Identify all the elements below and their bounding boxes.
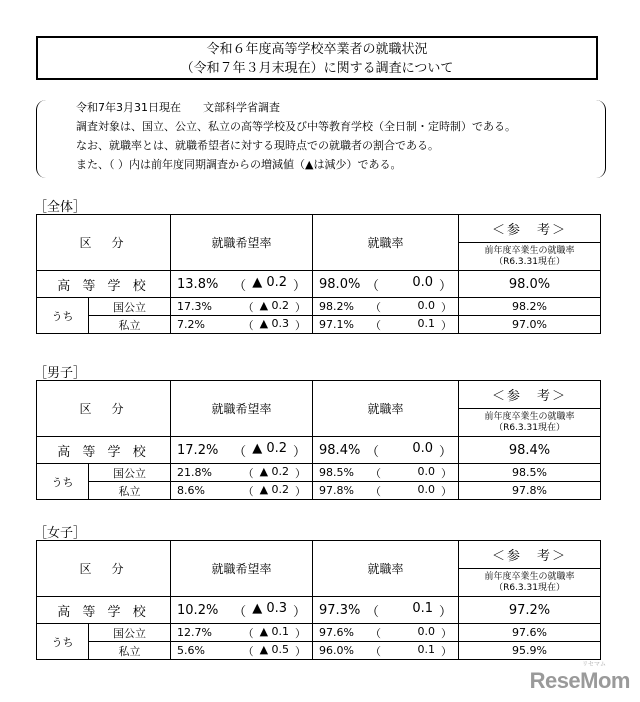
kibou-diff: ▲ 0.2: [259, 298, 290, 312]
kibou-cell: [171, 298, 313, 316]
table-row: [37, 316, 601, 334]
ritsu-value: 96.0%: [319, 644, 354, 657]
table-row: [37, 597, 601, 624]
kibou-cell: [171, 597, 313, 624]
ritsu-value: 97.8%: [319, 484, 354, 497]
ritsu-value: 97.6%: [319, 626, 354, 639]
employment-table: [36, 380, 601, 500]
note-line: また、（ ）内は前年度同期調査からの増減値（▲は減少）である。: [76, 158, 402, 171]
ritsu-cell: [313, 482, 459, 500]
header-ritsu: 就職率: [313, 381, 459, 437]
ritsu-diff: 0.1: [417, 642, 436, 656]
section-label: ［全体］: [34, 200, 87, 215]
kibou-cell: [171, 624, 313, 642]
paren-close: ）: [441, 318, 453, 332]
survey-note: [36, 98, 606, 184]
prev-value: 97.6%: [459, 624, 601, 642]
document-title: [36, 36, 598, 80]
ritsu-diff: 0.0: [412, 274, 433, 290]
kibou-diff: ▲ 0.1: [259, 624, 290, 638]
header-prev: [459, 409, 601, 437]
ritsu-value: 98.0%: [319, 276, 361, 292]
kibou-diff: ▲ 0.5: [259, 642, 290, 656]
table-row: [37, 298, 601, 316]
kibou-value: 10.2%: [177, 602, 219, 618]
note-line: 調査対象は、国立、公立、私立の高等学校及び中等教育学校（全日制・定時制）である。: [76, 120, 516, 133]
row-label-uchi: うち: [37, 624, 89, 660]
paren-open: （: [242, 318, 254, 332]
ritsu-value: 98.4%: [319, 442, 361, 458]
kibou-value: 17.3%: [177, 300, 212, 313]
prev-value: 95.9%: [459, 642, 601, 660]
header-prev: [459, 243, 601, 271]
kibou-value: 13.8%: [177, 276, 219, 292]
header-prev-line2: （R6.3.31現在）: [494, 582, 565, 593]
table-row: [37, 437, 601, 464]
note-line: 令和7年3月31日現在 文部科学省調査: [76, 101, 280, 114]
prev-value: 97.0%: [459, 316, 601, 334]
table-row: [37, 482, 601, 500]
header-kubun: 区 分: [37, 541, 171, 597]
ritsu-cell: [313, 298, 459, 316]
paren-open: （: [233, 444, 247, 460]
header-kubun: 区 分: [37, 381, 171, 437]
paren-open: （: [233, 604, 247, 620]
prev-value: 98.4%: [459, 437, 601, 464]
ritsu-value: 98.5%: [319, 466, 354, 479]
kibou-value: 12.7%: [177, 626, 212, 639]
ritsu-diff: 0.1: [417, 316, 436, 330]
kibou-cell: [171, 316, 313, 334]
kibou-value: 17.2%: [177, 442, 219, 458]
header-kibou: 就職希望率: [171, 215, 313, 271]
prev-value: 98.5%: [459, 464, 601, 482]
ritsu-cell: [313, 624, 459, 642]
table-row: [37, 624, 601, 642]
row-label-shiritsu: 私立: [89, 482, 171, 500]
ritsu-cell: [313, 597, 459, 624]
paren-close: ）: [441, 300, 453, 314]
paren-open: （: [365, 278, 379, 294]
paren-open: （: [370, 626, 382, 640]
kibou-value: 7.2%: [177, 318, 205, 331]
bracket-right: [595, 100, 606, 178]
note-line: なお、就職率とは、就職希望者に対する現時点での就職者の割合である。: [76, 139, 439, 152]
header-ritsu: 就職率: [313, 215, 459, 271]
row-label-school: 高 等 学 校: [37, 271, 171, 298]
ritsu-value: 97.1%: [319, 318, 354, 331]
ritsu-cell: [313, 437, 459, 464]
ritsu-cell: [313, 642, 459, 660]
header-prev-line2: （R6.3.31現在）: [494, 256, 565, 267]
kibou-cell: [171, 271, 313, 298]
header-prev-line1: 前年度卒業生の就職率: [484, 411, 575, 422]
kibou-value: 8.6%: [177, 484, 205, 497]
paren-close: ）: [295, 644, 307, 658]
bracket-left: [36, 100, 47, 178]
paren-open: （: [233, 278, 247, 294]
ritsu-cell: [313, 464, 459, 482]
ritsu-diff: 0.0: [417, 482, 436, 496]
kibou-diff: ▲ 0.2: [259, 464, 290, 478]
paren-close: ）: [293, 604, 307, 620]
paren-close: ）: [295, 318, 307, 332]
header-prev-line2: （R6.3.31現在）: [494, 422, 565, 433]
header-sankou: ＜参 考＞: [459, 541, 601, 569]
paren-open: （: [242, 484, 254, 498]
paren-close: ）: [439, 444, 453, 460]
title-line-2: （令和７年３月末現在）に関する調査について: [180, 61, 454, 76]
kibou-diff: ▲ 0.2: [252, 440, 287, 456]
paren-close: ）: [293, 278, 307, 294]
prev-value: 97.8%: [459, 482, 601, 500]
row-label-shiritsu: 私立: [89, 316, 171, 334]
kibou-value: 5.6%: [177, 644, 205, 657]
header-kibou: 就職希望率: [171, 381, 313, 437]
paren-close: ）: [441, 626, 453, 640]
resemom-logo: ReseMom: [529, 668, 630, 693]
prev-value: 98.0%: [459, 271, 601, 298]
paren-open: （: [242, 626, 254, 640]
ritsu-diff: 0.0: [417, 624, 436, 638]
kibou-diff: ▲ 0.2: [259, 482, 290, 496]
paren-close: ）: [439, 604, 453, 620]
employment-table: [36, 214, 601, 334]
paren-close: ）: [295, 484, 307, 498]
table-row: [37, 464, 601, 482]
prev-value: 97.2%: [459, 597, 601, 624]
paren-open: （: [242, 466, 254, 480]
header-sankou: ＜参 考＞: [459, 381, 601, 409]
kibou-cell: [171, 437, 313, 464]
row-label-kokkou: 国公立: [89, 464, 171, 482]
kibou-cell: [171, 464, 313, 482]
row-label-school: 高 等 学 校: [37, 597, 171, 624]
kibou-diff: ▲ 0.3: [252, 600, 287, 616]
paren-close: ）: [441, 484, 453, 498]
section-label: ［男子］: [34, 366, 87, 381]
ritsu-value: 97.3%: [319, 602, 361, 618]
ritsu-diff: 0.0: [417, 464, 436, 478]
ritsu-diff: 0.0: [417, 298, 436, 312]
ritsu-value: 98.2%: [319, 300, 354, 313]
header-prev-line1: 前年度卒業生の就職率: [484, 245, 575, 256]
row-label-uchi: うち: [37, 298, 89, 334]
paren-open: （: [370, 484, 382, 498]
paren-open: （: [370, 300, 382, 314]
table-row: [37, 642, 601, 660]
prev-value: 98.2%: [459, 298, 601, 316]
row-label-uchi: うち: [37, 464, 89, 500]
kibou-value: 21.8%: [177, 466, 212, 479]
header-prev: [459, 569, 601, 597]
paren-open: （: [365, 604, 379, 620]
ritsu-cell: [313, 316, 459, 334]
header-prev-line1: 前年度卒業生の就職率: [484, 571, 575, 582]
header-ritsu: 就職率: [313, 541, 459, 597]
row-label-kokkou: 国公立: [89, 624, 171, 642]
paren-open: （: [365, 444, 379, 460]
kibou-diff: ▲ 0.2: [252, 274, 287, 290]
kibou-cell: [171, 642, 313, 660]
paren-open: （: [370, 644, 382, 658]
paren-close: ）: [295, 466, 307, 480]
header-kibou: 就職希望率: [171, 541, 313, 597]
paren-open: （: [242, 644, 254, 658]
watermark-sub: リセマム: [582, 661, 606, 668]
row-label-shiritsu: 私立: [89, 642, 171, 660]
kibou-cell: [171, 482, 313, 500]
ritsu-diff: 0.0: [412, 440, 433, 456]
section-label: ［女子］: [34, 526, 87, 541]
row-label-kokkou: 国公立: [89, 298, 171, 316]
header-kubun: 区 分: [37, 215, 171, 271]
paren-close: ）: [441, 644, 453, 658]
paren-close: ）: [295, 300, 307, 314]
ritsu-cell: [313, 271, 459, 298]
title-line-1: 令和６年度高等学校卒業者の就職状況: [206, 42, 428, 57]
paren-close: ）: [439, 278, 453, 294]
paren-open: （: [370, 466, 382, 480]
paren-close: ）: [293, 444, 307, 460]
paren-close: ）: [441, 466, 453, 480]
employment-table: [36, 540, 601, 660]
paren-open: （: [242, 300, 254, 314]
header-sankou: ＜参 考＞: [459, 215, 601, 243]
ritsu-diff: 0.1: [412, 600, 433, 616]
kibou-diff: ▲ 0.3: [259, 316, 290, 330]
table-row: [37, 271, 601, 298]
paren-close: ）: [295, 626, 307, 640]
row-label-school: 高 等 学 校: [37, 437, 171, 464]
paren-open: （: [370, 318, 382, 332]
